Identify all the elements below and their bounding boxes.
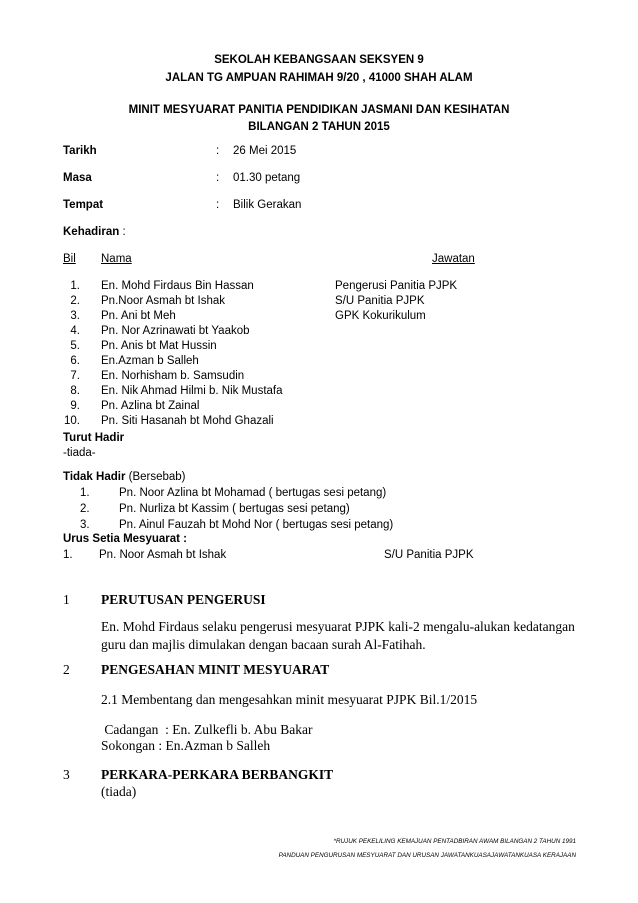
attendance-row-nama: En. Norhisham b. Samsudin [101,370,245,382]
attendance-row-nama: Pn. Ani bt Meh [101,310,176,322]
info-value-tarikh: 26 Mei 2015 [233,145,297,157]
info-value-masa: 01.30 petang [233,172,301,184]
info-label-tempat: Tempat [63,199,104,211]
column-header-bil: Bil [63,253,76,265]
tidak-hadir-heading [63,471,186,483]
section-2-line-1: 2.1 Membentang dan mengesahkan minit mesyuarat PJPK Bil.1/2015 [101,692,478,707]
footer-line-2: PANDUAN PENGURUSAN MESYUARAT DAN URUSAN JAWATANKUASAJAWATANKUASA KERAJAAN [278,852,576,859]
section-2-line-2: Cadangan : En. Zulkefli b. Abu Bakar [101,722,313,737]
section-1-title: PERUTUSAN PENGERUSI [101,592,266,607]
absent-row-text: Pn. Ainul Fauzah bt Mohd Nor ( bertugas sesi petang) [119,519,394,531]
school-name: SEKOLAH KEBANGSAAN SEKSYEN 9 [214,54,424,66]
attendance-row-nama: En.Azman b Salleh [101,355,199,367]
absent-row-bil: 1. [80,487,90,499]
turut-hadir-value: -tiada- [63,447,96,459]
attendance-row-bil: 10. [64,415,80,427]
document-subtitle: BILANGAN 2 TAHUN 2015 [248,121,390,133]
attendance-row-nama: En. Nik Ahmad Hilmi b. Nik Mustafa [101,385,283,397]
attendance-row-nama: Pn. Siti Hasanah bt Mohd Ghazali [101,415,274,427]
section-1-line-1: En. Mohd Firdaus selaku pengerusi mesyuarat PJPK kali-2 mengalu-alukan kedatangan [101,619,575,634]
attendance-row-bil: 6. [70,355,80,367]
info-value-tempat: Bilik Gerakan [233,199,302,211]
info-sep-tarikh: : [216,145,220,157]
absent-row-text: Pn. Noor Azlina bt Mohamad ( bertugas sesi petang) [119,487,387,499]
absent-row-bil: 3. [80,519,90,531]
attendance-row-jawatan: Pengerusi Panitia PJPK [335,280,458,292]
absent-row-text: Pn. Nurliza bt Kassim ( bertugas sesi petang) [119,503,350,515]
section-3-line-1: (tiada) [101,784,137,799]
info-sep-tempat: : [216,199,220,211]
section-2-line-3: Sokongan : En.Azman b Salleh [101,738,271,753]
info-sep-masa: : [216,172,220,184]
info-label-masa: Masa [63,172,92,184]
column-header-nama-text: Nama [101,253,132,265]
attendance-row-nama: En. Mohd Firdaus Bin Hassan [101,280,254,292]
info-label-tarikh: Tarikh [63,145,97,157]
section-3-number: 3 [63,767,70,782]
footer-line-1: *RUJUK PEKELILING KEMAJUAN PENTADBIRAN AWAM BILANGAN 2 TAHUN 1991 [333,838,576,845]
turut-hadir-label: Turut Hadir [63,432,125,444]
section-1-number: 1 [63,592,70,607]
urus-setia-label: Urus Setia Mesyuarat : [63,533,187,545]
attendance-row-bil: 2. [70,295,80,307]
attendance-row-nama: Pn. Nor Azrinawati bt Yaakob [101,325,250,337]
kehadiran-colon: : [119,226,126,238]
attendance-row-nama: Pn. Anis bt Mat Hussin [101,340,217,352]
document-title: MINIT MESYUARAT PANITIA PENDIDIKAN JASMANI DAN KESIHATAN [128,104,510,116]
section-1-line-2: guru dan majlis dimulakan dengan bacaan surah Al-Fatihah. [101,637,426,652]
attendance-row-bil: 3. [70,310,80,322]
attendance-row-bil: 8. [70,385,80,397]
urus-setia-jawatan: S/U Panitia PJPK [384,549,474,561]
absent-row-bil: 2. [80,503,90,515]
attendance-row-nama: Pn.Noor Asmah bt Ishak [101,295,226,307]
column-header-nama [101,253,415,265]
attendance-row-bil: 1. [70,280,80,292]
attendance-row-jawatan: S/U Panitia PJPK [335,295,425,307]
section-3-title: PERKARA-PERKARA BERBANGKIT [101,767,334,782]
urus-setia-bil: 1. [63,549,73,561]
kehadiran-heading [63,226,126,238]
column-header-jawatan: Jawatan [432,253,475,265]
attendance-row-jawatan: GPK Kokurikulum [335,310,426,322]
kehadiran-label: Kehadiran [63,226,120,238]
tidak-hadir-label: Tidak Hadir [63,471,126,483]
section-2-title: PENGESAHAN MINIT MESYUARAT [101,662,330,677]
tidak-hadir-note: (Bersebab) [128,471,186,483]
urus-setia-nama: Pn. Noor Asmah bt Ishak [99,549,227,561]
attendance-row-bil: 9. [70,400,80,412]
attendance-row-nama: Pn. Azlina bt Zainal [101,400,200,412]
attendance-row-bil: 5. [70,340,80,352]
school-address: JALAN TG AMPUAN RAHIMAH 9/20 , 41000 SHAH ALAM [165,72,473,84]
section-2-number: 2 [63,662,70,677]
attendance-row-bil: 7. [70,370,80,382]
attendance-row-bil: 4. [70,325,80,337]
